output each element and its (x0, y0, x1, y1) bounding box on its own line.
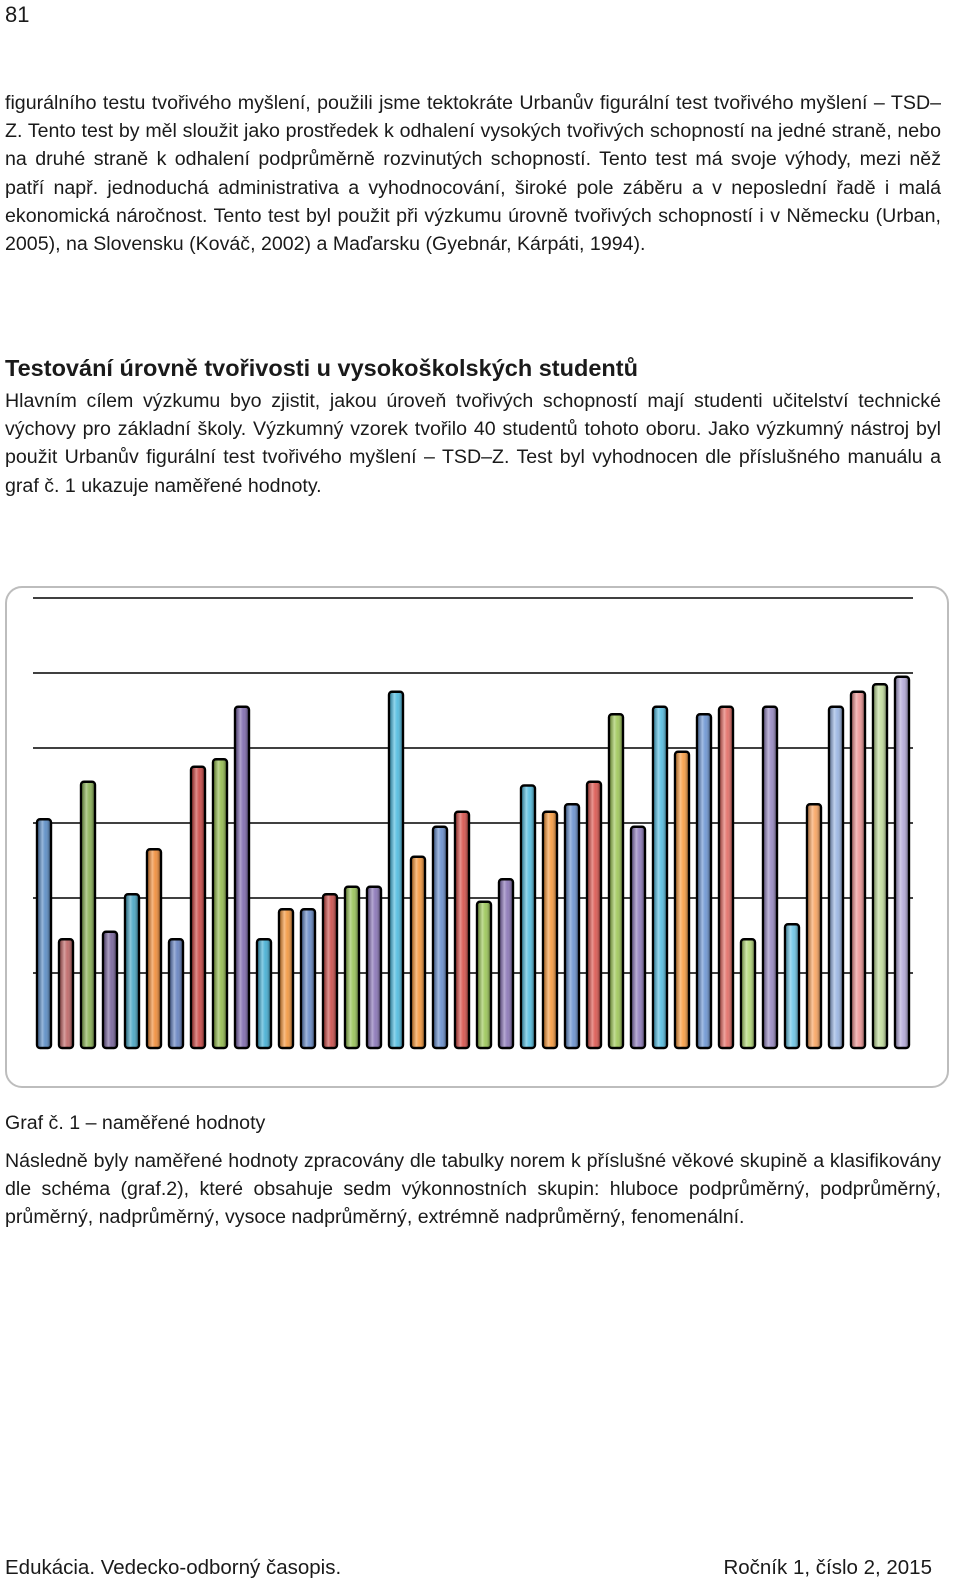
bar-21 (477, 902, 491, 1048)
bar-shading-8 (192, 768, 204, 1047)
bar-shading-14 (324, 895, 336, 1046)
bar-shading-13 (302, 910, 314, 1046)
bar-6 (147, 849, 161, 1048)
bar-shading-27 (610, 715, 622, 1046)
bar-shading-4 (104, 933, 116, 1047)
bar-27 (609, 714, 623, 1048)
bar-shading-21 (478, 903, 490, 1047)
bar-shading-37 (830, 708, 842, 1047)
bar-shading-7 (170, 940, 182, 1046)
bar-shading-5 (126, 895, 138, 1046)
bar-19 (433, 827, 447, 1048)
bar-shading-18 (412, 858, 424, 1047)
bar-1 (37, 819, 51, 1048)
bar-18 (411, 857, 425, 1048)
bar-39 (873, 684, 887, 1048)
bar-17 (389, 692, 403, 1048)
bar-shading-24 (544, 813, 556, 1047)
bar-shading-34 (764, 708, 776, 1047)
bar-shading-11 (258, 940, 270, 1046)
bar-2 (59, 939, 73, 1048)
bar-shading-6 (148, 850, 160, 1046)
bar-shading-1 (38, 820, 50, 1046)
bar-shading-22 (500, 880, 512, 1046)
bar-37 (829, 707, 843, 1048)
bar-shading-39 (874, 685, 886, 1046)
bar-29 (653, 707, 667, 1048)
bar-shading-9 (214, 760, 226, 1046)
bar-3 (81, 782, 95, 1048)
bar-13 (301, 909, 315, 1048)
bar-shading-19 (434, 828, 446, 1047)
bar-shading-25 (566, 805, 578, 1046)
bar-34 (763, 707, 777, 1048)
bar-12 (279, 909, 293, 1048)
bar-shading-38 (852, 693, 864, 1047)
bar-shading-15 (346, 888, 358, 1047)
bar-33 (741, 939, 755, 1048)
bar-40 (895, 677, 909, 1048)
bar-14 (323, 894, 337, 1048)
bar-25 (565, 804, 579, 1048)
bar-7 (169, 939, 183, 1048)
bar-shading-36 (808, 805, 820, 1046)
bar-shading-30 (676, 753, 688, 1047)
results-paragraph: Následně byly naměřené hodnoty zpracovány dle tabulky norem k příslušné věkové skupině a klasifikovány dle schéma (graf.2), které obsahuje sedm výkonnostních skupin: hluboce podprůměrný, podprůměrný, průměrný, nadprůměrný, vysoce nadprůměrný, extrémně nadprůměrný, fenomenální. (5, 1150, 941, 1229)
bar-10 (235, 707, 249, 1048)
bar-35 (785, 924, 799, 1048)
bar-15 (345, 887, 359, 1048)
bar-shading-20 (456, 813, 468, 1047)
bar-26 (587, 782, 601, 1048)
bar-16 (367, 887, 381, 1048)
bar-8 (191, 767, 205, 1048)
bar-11 (257, 939, 271, 1048)
intro-paragraph: figurálního testu tvořivého myšlení, použili jsme tektokráte Urbanův figurální test tvořivého myšlení – TSD–Z. Tento test by měl sloužit jako prostředek k odhalení vysokých tvořivých schopností na jedné straně, nebo na druhé straně k odhalení podprůměrně rozvinutých schopností. Tento test má svoje výhody, mezi něž patří např. jednoduchá administrativa a vyhodnocování, široké pole záběru a v neposlední řadě i malá ekonomická náročnost. Tento test byl použit při výzkumu úrovně tvořivých schopností i v Německu (Urban, 2005), na Slovensku (Kováč, 2002) a Maďarsku (Gyebnár, Kárpáti, 1994). (5, 92, 941, 256)
bar-24 (543, 812, 557, 1048)
footer-issue: Ročník 1, číslo 2, 2015 (723, 1556, 932, 1579)
bar-shading-32 (720, 708, 732, 1047)
bar-32 (719, 707, 733, 1048)
bar-shading-33 (742, 940, 754, 1046)
bar-shading-26 (588, 783, 600, 1047)
bar-31 (697, 714, 711, 1048)
section-heading: Testování úrovně tvořivosti u vysokoškolských studentů (5, 355, 638, 381)
bar-5 (125, 894, 139, 1048)
bar-shading-3 (82, 783, 94, 1047)
bar-4 (103, 932, 117, 1048)
method-paragraph: Hlavním cílem výzkumu byo zjistit, jakou úroveň tvořivých schopností mají studenti učitelství technické výchovy pro základní školy. Výzkumný vzorek tvořilo 40 studentů tohoto oboru. Jako výzkumný nástroj byl použit Urbanův figurální test tvořivého myšlení – TSD–Z. Test byl vyhodnocen dle příslušného manuálu a graf č. 1 ukazuje naměřené hodnoty. (5, 390, 941, 497)
bar-shading-28 (632, 828, 644, 1047)
bar-chart (5, 586, 949, 1088)
bar-shading-2 (60, 940, 72, 1046)
bar-20 (455, 812, 469, 1048)
bar-shading-12 (280, 910, 292, 1046)
bar-shading-29 (654, 708, 666, 1047)
bar-30 (675, 752, 689, 1048)
bar-22 (499, 879, 513, 1048)
figure-caption: Graf č. 1 – naměřené hodnoty (5, 1112, 266, 1134)
bar-shading-40 (896, 678, 908, 1047)
bar-shading-31 (698, 715, 710, 1046)
bar-shading-35 (786, 925, 798, 1046)
footer-journal: Edukácia. Vedecko-odborný časopis. (5, 1556, 342, 1579)
bar-shading-16 (368, 888, 380, 1047)
bar-shading-23 (522, 787, 534, 1047)
bar-shading-10 (236, 708, 248, 1047)
bar-38 (851, 692, 865, 1048)
bar-shading-17 (390, 693, 402, 1047)
bar-36 (807, 804, 821, 1048)
bar-28 (631, 827, 645, 1048)
bar-23 (521, 786, 535, 1049)
bar-chart-svg (5, 586, 949, 1088)
bar-9 (213, 759, 227, 1048)
page-number: 81 (5, 2, 30, 27)
